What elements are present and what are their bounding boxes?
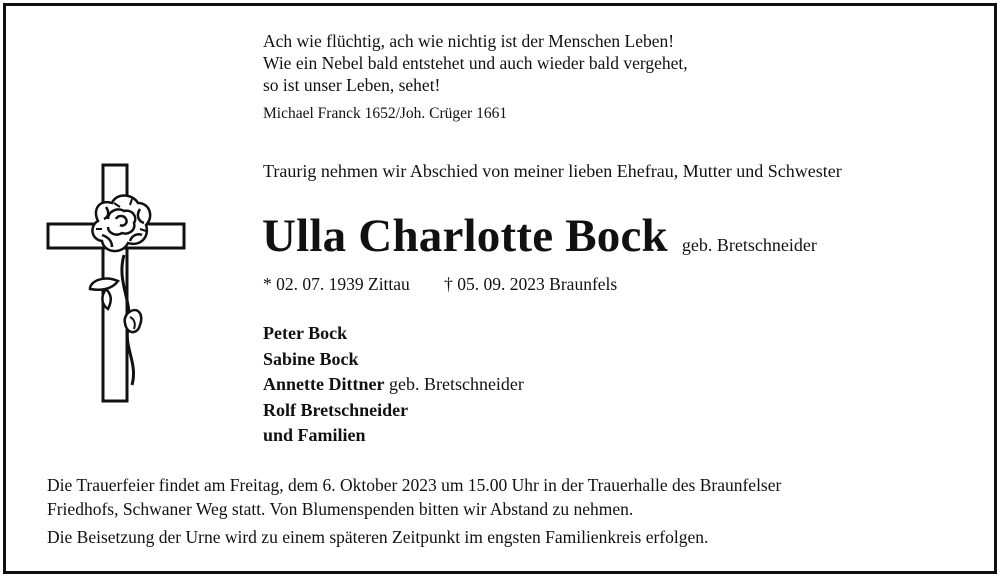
burial-info-line: Die Beisetzung der Urne wird zu einem späteren Zeitpunkt im engsten Familienkreis erfolgen.	[47, 527, 709, 547]
mourner-item	[263, 423, 524, 449]
funeral-info-line: Friedhofs, Schwaner Weg statt. Von Blumenspenden bitten wir Abstand zu nehmen.	[47, 499, 634, 519]
mourner-item	[263, 347, 524, 373]
farewell-intro: Traurig nehmen wir Abschied von meiner lieben Ehefrau, Mutter und Schwester	[263, 161, 842, 181]
verse-line: Ach wie flüchtig, ach wie nichtig ist der Menschen Leben!	[263, 31, 675, 51]
deceased-name-row	[262, 209, 817, 263]
life-dates	[263, 274, 617, 295]
obituary-frame	[3, 3, 997, 574]
mourner-item	[263, 398, 524, 424]
deceased-name: Ulla Charlotte Bock	[262, 210, 668, 262]
mourners-list	[263, 321, 524, 449]
mourner-item	[263, 321, 524, 347]
verse-attribution: Michael Franck 1652/Joh. Crüger 1661	[263, 105, 508, 122]
death-date: † 05. 09. 2023 Braunfels	[444, 274, 618, 294]
mourner-maiden-name: geb. Bretschneider	[388, 374, 524, 394]
funeral-details	[47, 473, 987, 549]
verse-line: Wie ein Nebel bald entstehet und auch wieder bald vergehet,	[263, 53, 688, 73]
mourner-name: Peter Bock	[263, 323, 348, 343]
cross-with-rose-icon	[46, 163, 186, 403]
verse	[263, 30, 688, 96]
mourner-name: Rolf Bretschneider	[263, 399, 409, 420]
mourner-name: Annette Dittner	[263, 374, 385, 394]
verse-line: so ist unser Leben, sehet!	[263, 75, 441, 95]
mourner-item	[263, 372, 524, 398]
mourner-name: Sabine Bock	[263, 348, 359, 369]
birth-date: * 02. 07. 1939 Zittau	[263, 274, 410, 294]
deceased-maiden-name: geb. Bretschneider	[681, 235, 817, 255]
mourner-name: und Familien	[263, 425, 366, 445]
funeral-info-line: Die Trauerfeier findet am Freitag, dem 6. Oktober 2023 um 15.00 Uhr in der Trauerhalle des Braunfelser	[47, 475, 782, 495]
